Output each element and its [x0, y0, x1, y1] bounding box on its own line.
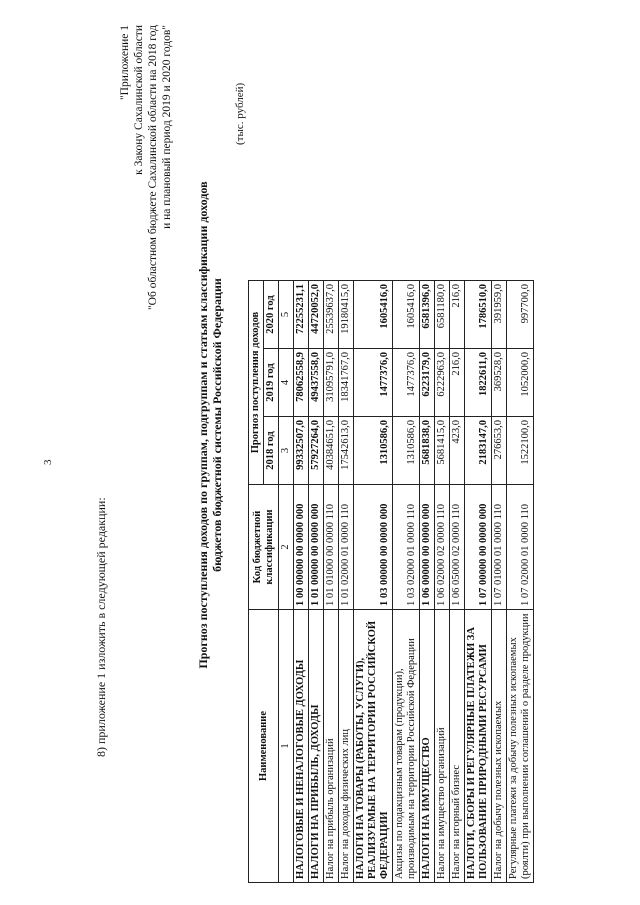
row-value-2019: 6223179,0: [420, 349, 435, 417]
row-value-2020: 216,0: [450, 281, 465, 349]
row-value-2019: 78062558,9: [294, 349, 309, 417]
row-name: Налог на игорный бизнес: [450, 610, 465, 883]
row-value-2019: 1477376,0: [393, 349, 420, 417]
row-value-2019: 1822611,0: [465, 349, 492, 417]
title-line-1: Прогноз поступления доходов по группам, подгруппам и статьям классификации доходов: [196, 181, 210, 669]
table-row: [450, 281, 465, 883]
row-value-2018: 57927264,0: [309, 417, 324, 485]
column-index-row: [279, 281, 294, 883]
table-row: [393, 281, 420, 883]
row-code: 1 00 00000 00 0000 000: [294, 485, 309, 610]
table-row: [354, 281, 393, 883]
row-name: Акцизы по подакцизным товарам (продукции), производимым на территории Российской Федерации: [393, 610, 420, 883]
row-value-2018: 40384651,0: [324, 417, 339, 485]
row-value-2020: 19180415,0: [339, 281, 354, 349]
row-value-2018: 1522100,0: [507, 417, 534, 485]
row-value-2020: 44720052,0: [309, 281, 324, 349]
row-value-2018: 5681838,0: [420, 417, 435, 485]
table-row: [324, 281, 339, 883]
row-name: Регулярные платежи за добычу полезных ископаемых (роялти) при выполнении соглашений о разделе продукции: [507, 610, 534, 883]
appendix-line-1: "Приложение 1: [119, 25, 131, 101]
page-number: 3: [42, 459, 54, 465]
row-value-2019: 18341767,0: [339, 349, 354, 417]
appendix-line-3: "Об областном бюджете Сахалинской области на 2018 год: [147, 25, 159, 311]
row-value-2020: 1605416,0: [354, 281, 393, 349]
row-code: 1 03 00000 00 0000 000: [354, 485, 393, 610]
row-name: Налог на имущество организаций: [435, 610, 450, 883]
row-value-2018: 276653,0: [492, 417, 507, 485]
row-value-2019: 31095791,0: [324, 349, 339, 417]
row-value-2020: 6581180,0: [435, 281, 450, 349]
appendix-line-2: к Закону Сахалинской области: [133, 25, 145, 175]
column-index: 5: [279, 281, 294, 349]
row-name: Налог на доходы физических лиц: [339, 610, 354, 883]
row-code: 1 07 01000 01 0000 110: [492, 485, 507, 610]
row-name: НАЛОГИ НА ИМУЩЕСТВО: [420, 610, 435, 883]
row-value-2019: 6222963,0: [435, 349, 450, 417]
row-value-2020: 6581396,0: [420, 281, 435, 349]
header-code: Код бюджетной классификации: [249, 485, 279, 610]
row-value-2020: 1786510,0: [465, 281, 492, 349]
row-value-2019: 369528,0: [492, 349, 507, 417]
row-value-2020: 1605416,0: [393, 281, 420, 349]
row-value-2020: 391959,0: [492, 281, 507, 349]
row-value-2019: 1477376,0: [354, 349, 393, 417]
row-value-2018: 99332507,0: [294, 417, 309, 485]
row-code: 1 06 00000 00 0000 000: [420, 485, 435, 610]
row-name: НАЛОГОВЫЕ И НЕНАЛОГОВЫЕ ДОХОДЫ: [294, 610, 309, 883]
title-line-2: бюджетов бюджетной системы Российской Федерации: [210, 278, 224, 572]
appendix-line-4: и на плановый период 2019 и 2020 годов": [161, 25, 173, 229]
row-code: 1 06 02000 02 0000 110: [435, 485, 450, 610]
units-label: (тыс. рублей): [234, 82, 246, 145]
table-row: [309, 281, 324, 883]
amendment-item-8: 8) приложение 1 изложить в следующей редакции:: [94, 497, 108, 757]
revenue-forecast-table: [248, 280, 534, 883]
row-value-2018: 1310586,0: [393, 417, 420, 485]
row-name: НАЛОГИ, СБОРЫ И РЕГУЛЯРНЫЕ ПЛАТЕЖИ ЗА ПОЛЬЗОВАНИЕ ПРИРОДНЫМИ РЕСУРСАМИ: [465, 610, 492, 883]
row-code: 1 07 00000 00 0000 000: [465, 485, 492, 610]
column-index: 2: [279, 485, 294, 610]
document-title: [196, 105, 224, 745]
table-row: [339, 281, 354, 883]
appendix-heading: [118, 25, 174, 405]
row-value-2020: 25539637,0: [324, 281, 339, 349]
row-code: 1 07 02000 01 0000 110: [507, 485, 534, 610]
column-index: 4: [279, 349, 294, 417]
header-forecast: Прогноз поступления доходов: [249, 281, 264, 485]
header-2020: 2020 год: [264, 281, 279, 349]
header-2018: 2018 год: [264, 417, 279, 485]
row-code: 1 01 02000 01 0000 110: [339, 485, 354, 610]
row-value-2018: 5681415,0: [435, 417, 450, 485]
row-code: 1 01 00000 00 0000 000: [309, 485, 324, 610]
row-value-2018: 1310586,0: [354, 417, 393, 485]
row-value-2018: 17542613,0: [339, 417, 354, 485]
row-value-2020: 72255231,1: [294, 281, 309, 349]
row-code: 1 01 01000 00 0000 110: [324, 485, 339, 610]
row-value-2019: 49437558,0: [309, 349, 324, 417]
table-row: [294, 281, 309, 883]
header-name: Наименование: [249, 610, 279, 883]
row-value-2019: 216,0: [450, 349, 465, 417]
row-value-2018: 2183147,0: [465, 417, 492, 485]
row-name: НАЛОГИ НА ТОВАРЫ (РАБОТЫ, УСЛУГИ), РЕАЛИЗУЕМЫЕ НА ТЕРРИТОРИИ РОССИЙСКОЙ ФЕДЕРАЦИИ: [354, 610, 393, 883]
row-value-2018: 423,0: [450, 417, 465, 485]
column-index: 1: [279, 610, 294, 883]
column-index: 3: [279, 417, 294, 485]
table-row: [435, 281, 450, 883]
row-name: Налог на прибыль организаций: [324, 610, 339, 883]
row-code: 1 03 02000 01 0000 110: [393, 485, 420, 610]
row-name: НАЛОГИ НА ПРИБЫЛЬ, ДОХОДЫ: [309, 610, 324, 883]
table-row: [492, 281, 507, 883]
row-value-2019: 1052000,0: [507, 349, 534, 417]
table-row: [507, 281, 534, 883]
row-value-2020: 997700,0: [507, 281, 534, 349]
header-2019: 2019 год: [264, 349, 279, 417]
table-row: [465, 281, 492, 883]
table-row: [420, 281, 435, 883]
row-name: Налог на добычу полезных ископаемых: [492, 610, 507, 883]
row-code: 1 06 05000 02 0000 110: [450, 485, 465, 610]
